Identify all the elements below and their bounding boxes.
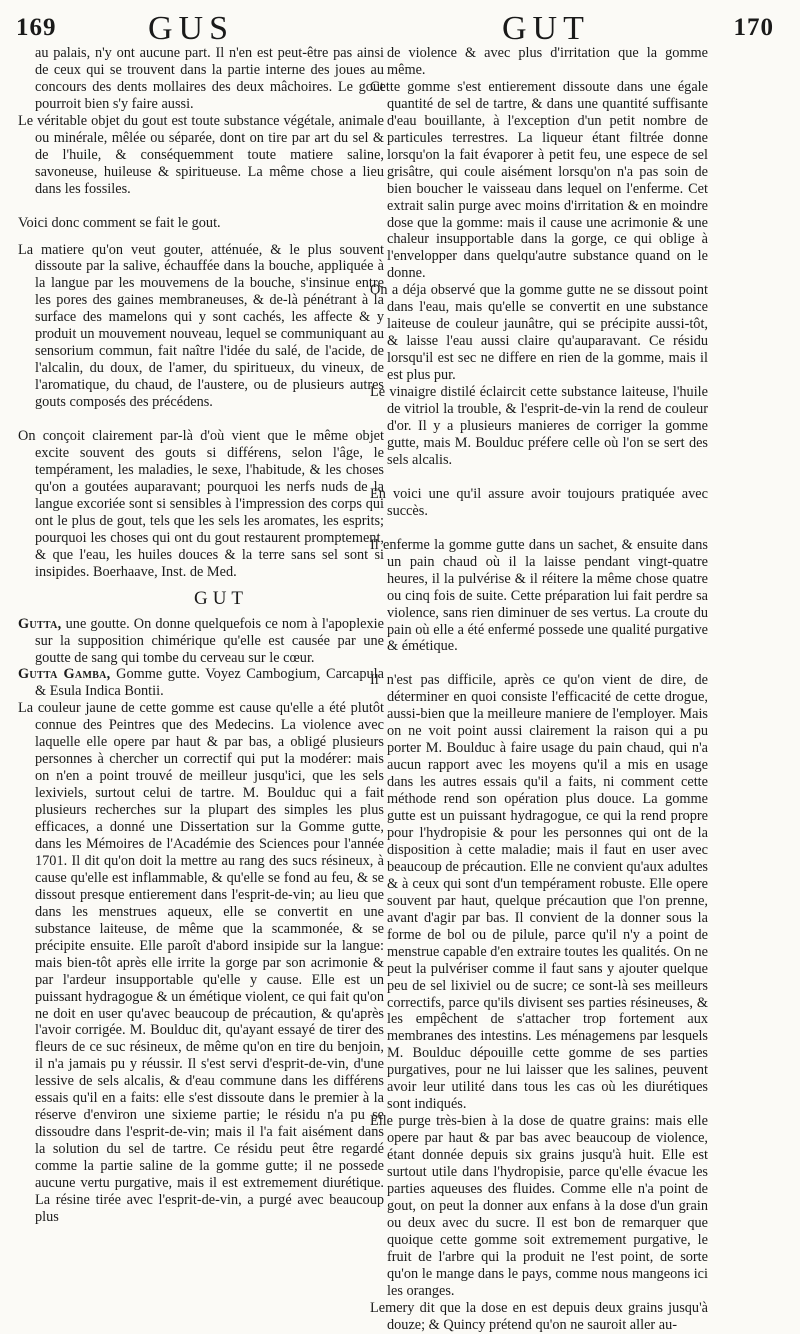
paragraph: En voici une qu'il assure avoir toujours pratiquée avec succès. (370, 485, 708, 519)
paragraph: Cette gomme s'est entierement dissoute dans une égale quantité de sel de tartre, & dans une quantité suffisante d'eau bouillante, à l'exception d'un petit nombre de particules terrestres. La liqueur étant filtrée donne lorsqu'on la fait évaporer à petit feu, une espece de sel grisâtre, qui coule aisément lorsqu'on n'a pas soin de bien boucher le vaisseau dans lequel on l'enferme. Cet extrait salin purge avec moins d'irritation & en moindre dose que la gomme: mais il cause une acrimonie & une chaleur insupportable dans la gorge, ce qui oblige à l'envelopper dans quelqu'autre substance quand on le donne. (370, 78, 708, 282)
paragraph: au palais, n'y ont aucune part. Il n'en est peut-être pas ainsi de ceux qui se trouvent dans la partie interne des joues au concours des dents mollaires des deux mâchoires. Le gout pourroit bien s'y faire aussi. (35, 45, 384, 112)
entry-headword: Gutta Gamba, (18, 666, 111, 683)
entry-text: une goutte. On donne quelquefois ce nom à l'apoplexie sur la supposition chimérique qu'elle est causée par une goutte de sang qui tombe du cerveau sur le cœur. (35, 615, 384, 666)
left-running-head: GUS (148, 10, 235, 47)
dictionary-entry-gutta-gamba (18, 666, 384, 700)
paragraph: Il n'est pas difficile, après ce qu'on vient de dire, de déterminer en quoi consiste l'efficacité de cette drogue, aussi-bien que la meilleure maniere de l'employer. Mais on ne voit point aussi clairement la raison qui a pu porter M. Boulduc à faire usage du pain chaud, qui n'a aucun rapport avec les moyens qu'il a mis en usage dans les autres essais qu'il a faits, ni comment cette méthode rend son opération plus douce. La gomme gutte est un puissant hydragogue, ce qui la rend propre pour l'hydropisie & pour les personnes qui ont de la disposition à cette maladie; mais il faut en user avec beaucoup de précaution. Elle ne convient qu'aux adultes & à ceux qui sont d'un tempérament robuste. Elle opere souvent par haut, quelque précaution que l'on prenne, avant d'agir par bas. Il convient de la donner sous la forme de bol ou de pilule, parce qu'il n'y a point de menstrue capable d'en extraire toutes les qualités. On ne peut la pulvériser comme il faut sans y ajouter quelque peu de sel lixiviel ou de sucre; ce sont-là ses meilleurs correctifs, parce qu'ils divisent ses parties résineuses, & les empêchent de s'attacher trop fortement aux membranes des intestins. Les ménagemens par lesquels M. Boulduc dépouille cette gomme de ses parties purgatives, pour ne lui laisser que les salines, peuvent avoir leur utilité dans tous les cas où les diurétiques sont indiqués. (370, 672, 708, 1113)
paragraph: Elle purge très-bien à la dose de quatre grains: mais elle opere par haut & par bas avec beaucoup de violence, étant donnée depuis six grains jusqu'à huit. Elle est surtout utile dans l'hydropisie, parce qu'elle évacue les parties aqueuses des fluides. Comme elle n'a point de gout, on peut la donner aux enfans à la dose d'un grain ou deux avec du sucre. Il est bon de remarquer que quoique cette gomme soit extremement purgative, le fruit de l'arbre qui la produit ne l'est point, de sorte qu'on le mange dans le pays, comme nous mangeons ici les oranges. (370, 1113, 708, 1299)
paragraph: Le vinaigre distilé éclaircit cette substance laiteuse, l'huile de vitriol la trouble, & l'esprit-de-vin la rend de couleur d'or. Il y a plusieurs manieres de corriger la gomme gutte, mais M. Boulduc préfere celle où l'on se sert des sels alcalis. (370, 384, 708, 468)
right-page-number: 170 (733, 14, 774, 41)
left-column (18, 45, 384, 1226)
paragraph: Il enferme la gomme gutte dans un sachet, & ensuite dans un pain chaud où il la laisse pendant vingt-quatre heures, il la pulvérise & il réitere la même chose quatre ou cinq fois de suite. Cette préparation lui fait perdre sa violence, sans rien diminuer de ses vertus. La croute du pain où elle a été enfermé possede une qualité purgative & émétique. (370, 536, 708, 655)
left-page-number: 169 (16, 14, 57, 41)
paragraph: de violence & avec plus d'irritation que la gomme même. (387, 45, 708, 78)
paragraph: Lemery dit que la dose en est depuis deux grains jusqu'à douze; & Quincy prétend qu'on ne sauroit aller au- (370, 1299, 708, 1333)
dictionary-entry-gutta (18, 616, 384, 667)
paragraph: Le véritable objet du gout est toute substance végétale, animale ou minérale, mêlée ou séparée, dont on tire par art du sel & de l'huile, & conséquemment toute matiere saline, savoneuse, huileuse & spiritueuse. La même chose a lieu dans les fossiles. (18, 112, 384, 197)
entry-headword: Gutta, (18, 615, 62, 632)
right-column (370, 45, 708, 1334)
section-title: GUT (193, 587, 249, 609)
paragraph: Voici donc comment se fait le gout. (18, 214, 221, 231)
entry-text: Gomme gutte. Voyez Cambogium, Carcapula & Esula Indica Bontii. (35, 666, 384, 700)
paragraph: On conçoit clairement par-là d'où vient que le même objet excite souvent des gouts si différens, selon l'âge, le tempérament, les maladies, le sexe, l'habitude, & les choses qu'on a goutées auparavant; pourquoi les nerfs nuds de la langue excoriée sont si sensibles à l'impression des corps qui ont le plus de gout, tels que les sels les aromates, les esprits; pourquoi les choses qui ont du gout restaurent promptement, & que l'eau, les huiles douces & la terre sans sel sont si insipides. Boerhaave, Inst. de Med. (18, 428, 384, 580)
paragraph: La matiere qu'on veut gouter, atténuée, & le plus souvent dissoute par la salive, échauffée dans la bouche, appliquée à la langue par les mouvemens de la bouche, s'insinue entre les pores des gaines membraneuses, & de-là pénétrant à la surface des mamelons qui y sont cachés, les affecte & y produit un mouvement nouveau, lequel se communiquant au sensorium commun, fait naître l'idée du salé, de l'acide, de l'alcalin, du doux, de l'amer, du spiritueux, du vineux, de l'aromatique, du chaud, de l'austere, ou de plusieurs autres gouts composés des précédens. (18, 241, 384, 411)
right-running-head: GUT (502, 10, 590, 47)
paragraph: La couleur jaune de cette gomme est cause qu'elle a été plutôt connue des Peintres que des Medecins. La violence avec laquelle elle opere par haut & par bas, a obligé plusieurs personnes à chercher un correctif qui put la modérer: mais on n'en a point trouvé de meilleur jusqu'ici, que les sels lexiviels, surtout celui de tartre. M. Boulduc qui a fait plusieurs recherches sur la plupart des simples les plus efficaces, a donné une Dissertation sur la Gomme gutte, dans les Mémoires de l'Académie des Sciences pour l'année 1701. Il dit qu'on doit la mettre au rang des sucs résineux, à cause qu'elle est inflammable, & qu'elle se fond au feu, & se dissout presque entierement dans l'esprit-de-vin; au lieu que dans les menstrues aqueux, elle se convertit en une substance laiteuse, de même que la scammonée, & se précipite ensuite. Elle paroît d'abord insipide sur la langue: mais bien-tôt après elle irrite la gorge par son acrimonie & par l'ardeur insupportable qu'elle y cause. Elle est un puissant hydragogue & un émétique violent, ce qui fait qu'on ne doit en user qu'avec beaucoup de précaution, & qu'après l'avoir corrigée. M. Boulduc dit, qu'ayant essayé de tirer des fleurs de ce suc résineux, de même qu'on en tire du benjoin, il n'a jamais pu y réussir. Il s'est servi d'esprit-de-vin, d'une lessive de sels alcalis, & d'eau commune dans les différens essais qu'il en a faits: elle s'est dissoute dans le premier à la réserve d'environ une sixieme partie; le résidu n'a pu se dissoudre dans l'esprit-de-vin; mais il l'a fait aisément dans la solution du sel de tartre. Ce résidu peut être regardé comme la partie saline de la gomme gutte; il ne possede aucune vertu purgative, mais il est extremement diurétique. La résine tirée avec l'esprit-de-vin, a purgé avec beaucoup plus (18, 700, 384, 1225)
running-header (0, 0, 800, 48)
paragraph: On a déja observé que la gomme gutte ne se dissout point dans l'eau, mais qu'elle se convertit en une substance laiteuse de couleur jaunâtre, qui se précipite aussi-tôt, & laisse l'eau aussi claire qu'auparavant. Ce résidu lorsqu'il est sec ne differe en rien de la gomme, mais il est plus pur. (370, 282, 708, 384)
